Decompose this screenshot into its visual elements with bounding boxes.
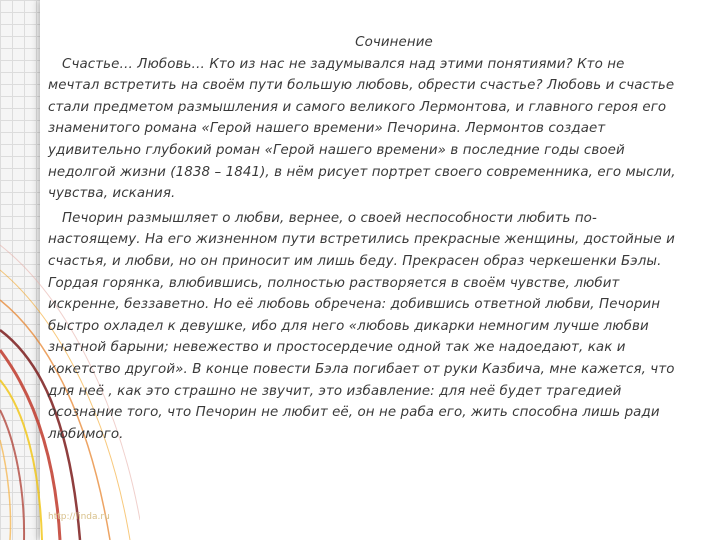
paragraph-2: Печорин размышляет о любви, вернее, о своей неспособности любить по-настоящему. На его жизненном пути встретились прекрасные женщины, достойные и счастья, и любви, но он приносит им лишь беду. Прекрасен образ черкешенки Бэлы. Гордая горянка, влюбившись, полностью растворяется в своём чувстве, любит искренне, беззаветно. Но её любовь обречена: добившись ответной любви, Печорин быстро охладел к девушке, ибо для него «любовь дикарки немногим лучше любви знатной барыни; невежество и простосердечие одной так же надоедают, как и кокетство другой». В конце повести Бэла погибает от руки Казбича, мне кажется, что для неё , как это страшно не звучит, это избавление: для неё будет трагедией осознание того, что Печорин не любит её, он не раба его, жить способна лишь ради любимого.: [48, 210, 675, 442]
watermark-url: http://linda.ru: [48, 512, 110, 522]
page-title: Сочинение: [355, 35, 433, 50]
swirl-line-6: [0, 410, 24, 540]
essay-text: [48, 32, 680, 445]
paragraph-1: Счастье… Любовь… Кто из нас не задумывался над этими понятиями? Кто не мечтал встретить на своём пути большую любовь, обрести счастье? Любовь и счастье стали предметом размышления и самого великого Лермонтова, и главного героя его знаменитого романа «Герой нашего времени» Печорина. Лермонтов создает удивительно глубокий роман «Герой нашего времени» в последние годы своей недолгой жизни (1838 – 1841), в нём рисует портрет своего современника, его мысли, чувства, искания.: [48, 56, 676, 202]
swirl-line-4: [0, 380, 42, 540]
swirl-line-8: [0, 440, 11, 540]
